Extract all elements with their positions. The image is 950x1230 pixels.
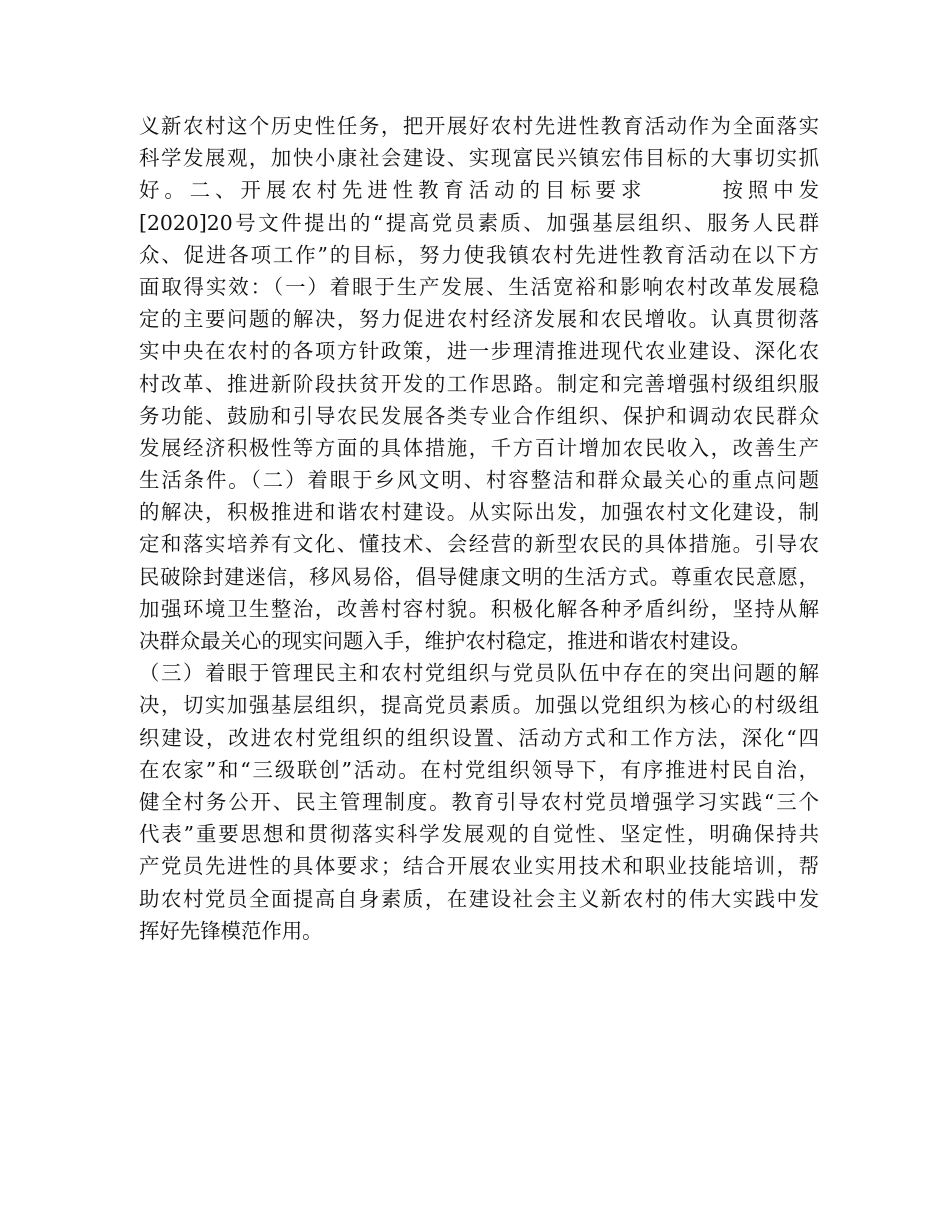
text-line: 民破除封建迷信，移风易俗，倡导健康文明的生活方式。尊重农民意愿， [139, 564, 819, 589]
text-line: 织建设，改进农村党组织的组织设置、活动方式和工作方法，深化“四 [139, 725, 819, 750]
text-line: 定的主要问题的解决，努力促进农村经济发展和农民增收。认真贯彻落 [139, 307, 819, 332]
text-line: 发展经济积极性等方面的具体措施，千方百计增加农民收入，改善生产 [139, 435, 819, 460]
text-line: 定和落实培养有文化、懂技术、会经营的新型农民的具体措施。引导农 [139, 532, 819, 557]
text-line: 村改革、推进新阶段扶贫开发的工作思路。制定和完善增强村级组织服 [139, 371, 819, 396]
text-line: 科学发展观，加快小康社会建设、实现富民兴镇宏伟目标的大事切实抓 [139, 146, 819, 171]
text-line: （三）着眼于管理民主和农村党组织与党员队伍中存在的突出问题的解 [139, 661, 819, 686]
text-line: 健全村务公开、民主管理制度。教育引导农村党员增强学习实践“三个 [139, 789, 819, 814]
text-line: 决群众最关心的现实问题入手，维护农村稳定，推进和谐农村建设。 [139, 629, 751, 653]
text-line: 生活条件。（二）着眼于乡风文明、村容整洁和群众最关心的重点问题 [139, 468, 819, 493]
text-line: 产党员先进性的具体要求；结合开展农业实用技术和职业技能培训，帮 [139, 854, 819, 879]
text-line: 在农家”和“三级联创”活动。在村党组织领导下，有序推进村民自治， [139, 757, 819, 782]
text-line: 代表”重要思想和贯彻落实科学发展观的自觉性、坚定性，明确保持共 [139, 822, 819, 847]
text-line: 助农村党员全面提高自身素质，在建设社会主义新农村的伟大实践中发 [139, 886, 819, 911]
text-line: 挥好先锋模范作用。 [139, 918, 323, 943]
text-line: 决，切实加强基层组织，提高党员素质。加强以党组织为核心的村级组 [139, 693, 819, 718]
text-line: 好。二、开展农村先进性教育活动的目标要求 按照中发 [139, 178, 819, 203]
text-line: 加强环境卫生整治，改善村容村貌。积极化解各种矛盾纠纷，坚持从解 [139, 596, 819, 621]
text-line: 众、促进各项工作”的目标，努力使我镇农村先进性教育活动在以下方 [139, 242, 819, 267]
text-line: 实中央在农村的各项方针政策，进一步理清推进现代农业建设、深化农 [139, 339, 819, 364]
text-line: 的解决，积极推进和谐农村建设。从实际出发，加强农村文化建设，制 [139, 500, 819, 525]
text-line: 义新农村这个历史性任务，把开展好农村先进性教育活动作为全面落实 [139, 114, 819, 138]
body-text [139, 110, 819, 947]
text-line: [2020]20号文件提出的“提高党员素质、加强基层组织、服务人民群 [139, 210, 819, 235]
text-line: 面取得实效：（一）着眼于生产发展、生活宽裕和影响农村改革发展稳 [139, 274, 819, 299]
text-line: 务功能、鼓励和引导农民发展各类专业合作组织、保护和调动农民群众 [139, 403, 819, 428]
